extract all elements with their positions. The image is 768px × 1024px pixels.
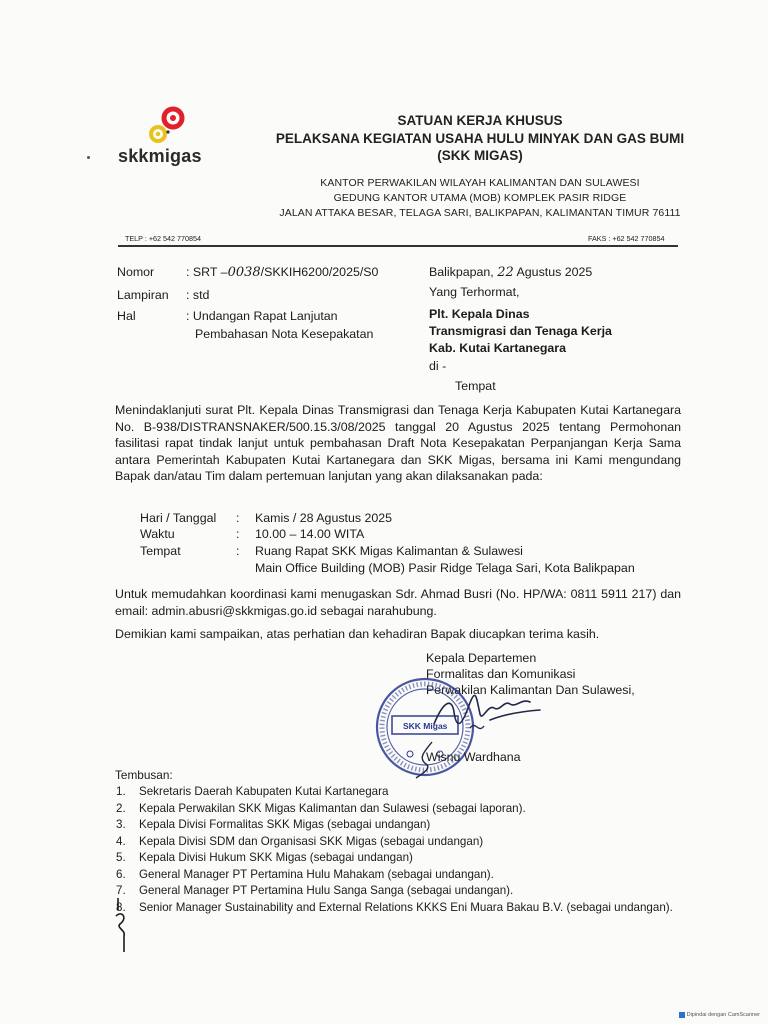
recipient-tempat: Tempat <box>455 379 496 393</box>
schedule-colon-2: : <box>236 527 240 541</box>
list-item: 7. General Manager PT Pertamina Hulu Sanga Sanga (sebagai undangan). <box>116 884 514 897</box>
header-divider <box>118 245 678 247</box>
signer-title-line-1: Kepala Departemen <box>426 651 537 665</box>
list-item: 4. Kepala Divisi SDM dan Organisasi SKK Migas (sebagai undangan) <box>116 834 484 848</box>
camscanner-icon <box>679 1012 685 1018</box>
list-item: 5. Kepala Divisi Hukum SKK Migas (sebagai undangan) <box>116 851 413 864</box>
nomor-label: Nomor <box>117 265 155 279</box>
office-line-1: KANTOR PERWAKILAN WILAYAH KALIMANTAN DAN SULAWESI <box>320 177 640 189</box>
tembusan-label: Tembusan: <box>115 768 173 782</box>
handwritten-signature-icon <box>430 690 550 740</box>
logo-wordmark: skkmigas <box>118 146 202 166</box>
list-item: 1. Sekretaris Daerah Kabupaten Kutai Kartanegara <box>116 785 389 798</box>
schedule-tempat-label: Tempat <box>140 544 181 558</box>
lampiran-value: : std <box>186 288 210 302</box>
scanner-badge: Dipindai dengan CamScanner <box>679 1012 760 1018</box>
lampiran-label: Lampiran <box>117 288 169 302</box>
schedule-colon-1: : <box>236 511 240 525</box>
fax-number: FAKS : +62 542 770854 <box>588 234 665 243</box>
signer-title-line-3: Perwakilan Kalimantan Dan Sulawesi, <box>426 683 635 697</box>
list-item: 8. Senior Manager Sustainability and External Relations KKKS Eni Muara Bakau B.V. (sebagai undangan). <box>116 900 673 914</box>
recipient-line-2: Transmigrasi dan Tenaga Kerja <box>429 324 612 338</box>
date-handwritten: 22 <box>497 265 514 280</box>
hal-label: Hal <box>117 309 136 323</box>
hal-value-line-1: : Undangan Rapat Lanjutan <box>186 309 338 323</box>
org-title-line-3: (SKK MIGAS) <box>437 148 523 163</box>
body-paragraph-1: Menindaklanjuti surat Plt. Kepala Dinas Transmigrasi dan Tenaga Kerja Kabupaten Kutai Kartanegara No. B-938/DISTRANSNAKER/500.15.3/08/2025 tanggal 20 Agustus 2025 tentang Permohonan fasilitasi rapat tindak lanjut untuk pembahasan Draft Nota Kesepakatan Perpanjangan Kerja Sama antara Pemerintah Kabupaten Kutai Kartanegara dan SKK Migas, bersama ini Kami mengundang Bapak dan/atau Tim dalam pertemuan lanjutan yang akan dilaksanakan pada: <box>115 403 681 484</box>
schedule-waktu-label: Waktu <box>140 527 175 541</box>
greeting: Yang Terhormat, <box>429 285 520 299</box>
list-item: 6. General Manager PT Pertamina Hulu Mahakam (sebagai undangan). <box>116 867 494 881</box>
phone-number: TELP : +62 542 770854 <box>125 234 201 243</box>
hal-value-line-2: Pembahasan Nota Kesepakatan <box>195 327 374 341</box>
signer-name: Wisnu Wardhana <box>426 750 521 764</box>
list-item: 2. Kepala Perwakilan SKK Migas Kalimantan dan Sulawesi (sebagai laporan). <box>116 801 526 815</box>
recipient-di: di - <box>429 359 447 373</box>
list-item: 3. Kepala Divisi Formalitas SKK Migas (sebagai undangan) <box>116 818 431 831</box>
stamp-label: SKK Migas <box>403 721 448 731</box>
recipient-line-1: Plt. Kepala Dinas <box>429 307 530 321</box>
schedule-hari-value: Kamis / 28 Agustus 2025 <box>255 511 393 525</box>
org-title-line-1: SATUAN KERJA KHUSUS <box>397 113 563 128</box>
signer-title-line-2: Formalitas dan Komunikasi <box>426 667 576 681</box>
body-paragraph-2: Untuk memudahkan koordinasi kami menugaskan Sdr. Ahmad Busri (No. HP/WA: 0811 5911 217) dan email: admin.abusri@skkmigas.go.id sebagai narahubung. <box>115 587 681 618</box>
office-line-2: GEDUNG KANTOR UTAMA (MOB) KOMPLEK PASIR RIDGE <box>333 192 627 204</box>
schedule-hari-label: Hari / Tanggal <box>140 511 217 525</box>
schedule-colon-3: : <box>236 544 240 558</box>
org-title-line-2: PELAKSANA KEGIATAN USAHA HULU MINYAK DAN GAS BUMI <box>275 131 685 146</box>
body-paragraph-3: Demikian kami sampaikan, atas perhatian dan kehadiran Bapak diucapkan terima kasih. <box>115 627 600 641</box>
nomor-handwritten: 0038 <box>227 265 261 280</box>
nomor-value: : SRT –0038/SKKIH6200/2025/S0 <box>186 265 379 280</box>
tembusan-list <box>116 784 679 916</box>
schedule-tempat-value-2: Main Office Building (MOB) Pasir Ridge Telaga Sari, Kota Balikpapan <box>255 561 635 575</box>
handwritten-mark-icon <box>112 896 134 954</box>
place-date: Balikpapan, 22 Agustus 2025 <box>429 265 593 280</box>
office-line-3: JALAN ATTAKA BESAR, TELAGA SARI, BALIKPAPAN, KALIMANTAN TIMUR 76111 <box>279 207 681 219</box>
schedule-waktu-value: 10.00 – 14.00 WITA <box>255 527 365 541</box>
recipient-line-3: Kab. Kutai Kartanegara <box>429 341 567 355</box>
schedule-tempat-value-1: Ruang Rapat SKK Migas Kalimantan & Sulawesi <box>255 544 523 558</box>
scan-dot <box>87 156 90 159</box>
